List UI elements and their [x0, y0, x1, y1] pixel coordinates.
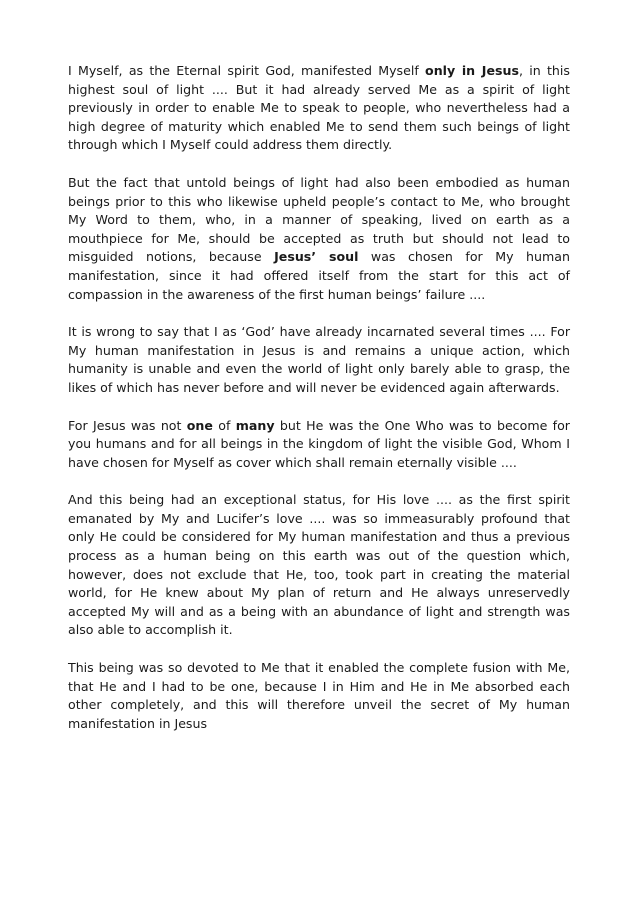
paragraph	[68, 174, 570, 304]
text-run: And this being had an exceptional status, for His love .... as the first spirit emanated by My and Lucifer’s love .... was so immeasurably profound that only He could be considered for My human manifestation and thus a previous process as a human being on this earth was out of the question which, however, does not exclude that He, too, took part in creating the material world, for He knew about My plan of return and He always unreservedly accepted My will and as a being with an abundance of light and strength was also able to accomplish it.	[68, 492, 570, 638]
text-run: , in this highest soul of light .... But it had already served Me as a spirit of light previously in order to enable Me to speak to people, who nevertheless had a high degree of maturity which enabled Me to send them such beings of light through which I Myself could address them directly.	[68, 63, 570, 153]
bold-text: many	[235, 417, 275, 433]
text-run: was chosen for My human manifestation, since it had offered itself from the start for this act of compassion in the awareness of the first human beings’ failure ....	[68, 249, 570, 302]
text-run: but He was the One Who was to become for you humans and for all beings in the kingdom of light the visible God, Whom I have chosen for Myself as cover which shall remain eternally visible ....	[68, 417, 570, 470]
paragraph	[68, 417, 570, 473]
document-page	[68, 62, 570, 752]
paragraph	[68, 323, 570, 397]
paragraph	[68, 491, 570, 640]
text-run: It is wrong to say that I as ‘God’ have already incarnated several times .... For My human manifestation in Jesus is and remains a unique action, which humanity is unable and even the world of light only barely able to grasp, the likes of which has never before and will never be evidenced again afterwards.	[68, 324, 570, 395]
text-run: But the fact that untold beings of light had also been embodied as human beings prior to this who likewise upheld people’s contact to Me, who brought My Word to them, who, in a manner of speaking, lived on earth as a mouthpiece for Me, should be accepted as truth but should not lead to misguided notions, because	[68, 174, 570, 265]
text-run: I Myself, as the Eternal spirit God, manifested Myself	[68, 63, 426, 78]
paragraph	[68, 62, 570, 155]
text-run: This being was so devoted to Me that it enabled the complete fusion with Me, that He and I had to be one, because I in Him and He in Me absorbed each other completely, and this will therefore unveil the secret of My human manifestation in Jesus	[68, 660, 570, 731]
paragraph	[68, 659, 570, 733]
text-run: of	[212, 417, 236, 433]
text-run: For Jesus was not	[68, 417, 187, 433]
bold-text: only in Jesus	[425, 63, 519, 78]
bold-text: one	[186, 417, 213, 433]
bold-text: Jesus’ soul	[274, 249, 359, 265]
